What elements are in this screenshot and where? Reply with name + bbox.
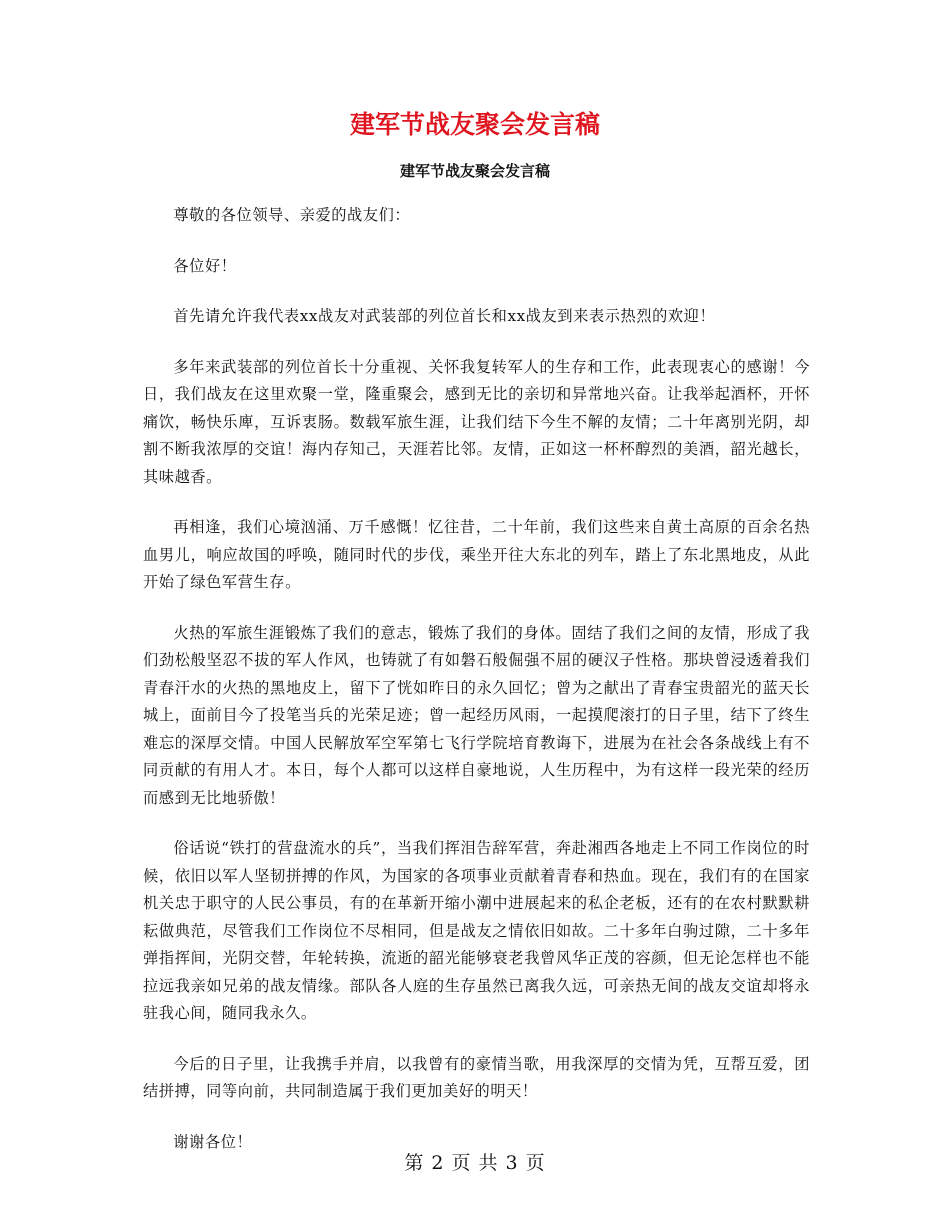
page-number: 第 2 页 共 3 页 bbox=[404, 1152, 546, 1174]
closing: 谢谢各位！ bbox=[173, 1132, 253, 1151]
greeting: 各位好！ bbox=[173, 256, 237, 275]
salutation: 尊敬的各位领导、亲爱的战友们： bbox=[173, 206, 411, 224]
paragraph: 多年来武装部的列位首长十分重视、关怀我复转军人的生存和工作，此表现衷心的感谢！今日，我们战友在这里欢聚一堂，隆重聚会，感到无比的亲切和异常地兴奋。让我举起酒杯，开怀痛饮，畅快乐庳，互诉衷肠。数载军旅生涯，让我们结下今生不解的友情；二十年离别光阴，却割不断我浓厚的交谊！海内存知己，天涯若比邻。友情，正如这一杯杯醇烈的美酒，韶光越长，其味越香。 bbox=[143, 357, 810, 486]
document-title: 建军节战友聚会发言稿 bbox=[349, 110, 600, 139]
paragraph: 首先请允许我代表xx战友对武装部的列位首长和xx战友到来表示热烈的欢迎！ bbox=[173, 307, 716, 325]
paragraph: 今后的日子里，让我携手并肩，以我曾有的豪情当歌，用我深厚的交情为凭，互帮互爱，团结拼搏，同等向前，共同制造属于我们更加美好的明天！ bbox=[143, 1054, 810, 1100]
paragraph: 俗话说“铁打的营盘流水的兵”，当我们挥泪告辞军营，奔赴湘西各地走上不同工作岗位的时候，依旧以军人坚韧拼搏的作风，为国家的各项事业贡献着青春和热血。现在，我们有的在国家机关忠于职守的人民公事员，有的在革新开缩小潮中进展起来的私企老板，还有的在农村默默耕耘做典范，尽管我们工作岗位不尽相同，但是战友之情依旧如故。二十多年白驹过隙，二十多年弹指挥间，光阴交替，年轮转换，流逝的韶光能够衰老我曾风华正茂的容颜，但无论怎样也不能拉远我亲如兄弟的战友情缘。部队各人庭的生存虽然已离我久远，可亲热无间的战友交谊却将永驻我心间，随同我永久。 bbox=[143, 839, 810, 1022]
paragraph: 再相逢，我们心境汹涌、万千感慨！忆往昔，二十年前，我们这些来自黄土高原的百余名热血男儿，响应故国的呼唤，随同时代的步伐，乘坐开往大东北的列车，踏上了东北黑地皮，从此开始了绿色军营生存。 bbox=[143, 518, 810, 591]
document-body bbox=[143, 202, 810, 1179]
paragraph: 火热的军旅生涯锻炼了我们的意志，锻炼了我们的身体。固结了我们之间的友情，形成了我们劲松般坚忍不拔的军人作风，也铸就了有如磐石般倔强不屈的硬汉子性格。那块曾浸透着我们青春汗水的火热的黑地皮上，留下了恍如昨日的永久回忆；曾为之献出了青春宝贵韶光的蓝天长城上，面前目今了投笔当兵的光荣足迹；曾一起经历风雨，一起摸爬滚打的日子里，结下了终生难忘的深厚交情。中国人民解放军空军第七飞行学院培育教诲下，进展为在社会各条战线上有不同贡献的有用人才。本日，每个人都可以这样自豪地说，人生历程中，为有这样一段光荣的经历而感到无比地骄傲！ bbox=[143, 623, 810, 807]
document-subtitle: 建军节战友聚会发言稿 bbox=[399, 162, 550, 180]
